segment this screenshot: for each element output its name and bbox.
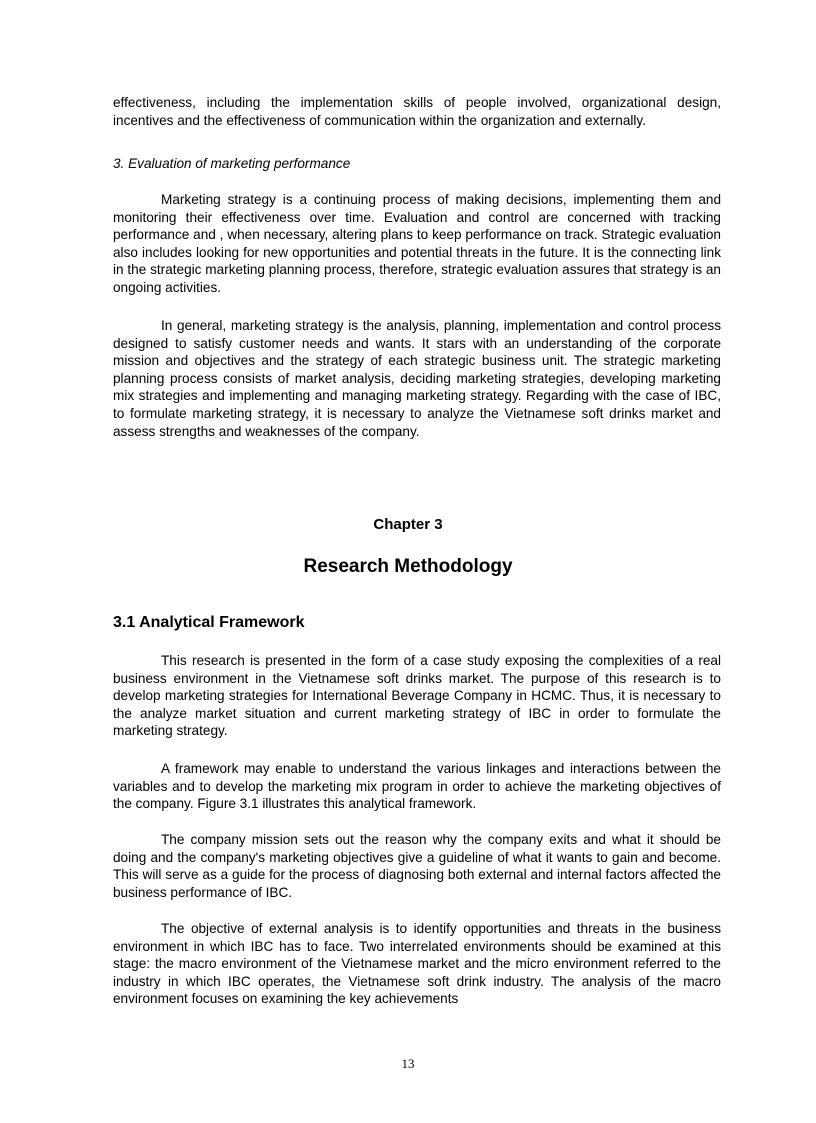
paragraph-company-mission: The company mission sets out the reason why the company exits and what it should be doing and the company's marketing objectives give a guideline of what it wants to gain and become. This will serve as a guide for the process of diagnosing both external and internal factors affected the business performance of IBC. [113,832,721,900]
paragraph-external-analysis: The objective of external analysis is to identify opportunities and threats in the business environment in which IBC has to face. Two interrelated environments should be examined at this stage: the macro environment of the Vietnamese market and the micro environment referred to the industry in which IBC operates, the Vietnamese soft drink industry. The analysis of the macro environment focuses on examining the key achievements [113,921,721,1007]
section-heading: 3.1 Analytical Framework [113,614,305,631]
chapter-label: Chapter 3 [373,516,443,533]
paragraph-in-general: In general, marketing strategy is the analysis, planning, implementation and control process designed to satisfy customer needs and wants. It stars with an understanding of the corporate mission and objectives and the strategy of each strategic business unit. The strategic marketing planning process consists of market analysis, deciding marketing strategies, developing marketing mix strategies and implementing and managing marketing strategy. Regarding with the case of IBC, to formulate marketing strategy, it is necessary to analyze the Vietnamese soft drinks market and assess strengths and weaknesses of the company. [113,318,721,439]
subheading-evaluation: 3. Evaluation of marketing performance [113,156,351,171]
paragraph-marketing-strategy-process: Marketing strategy is a continuing process of making decisions, implementing them and monitoring their effectiveness over time. Evaluation and control are concerned with tracking performance and , when necessary, altering plans to keep performance on track. Strategic evaluation also includes looking for new opportunities and potential threats in the future. It is the connecting link in the strategic marketing planning process, therefore, strategic evaluation assures that strategy is an ongoing activities. [113,192,721,295]
paragraph-research-presented: This research is presented in the form of a case study exposing the complexities of a real business environment in the Vietnamese soft drinks market. The purpose of this research is to develop marketing strategies for International Beverage Company in HCMC. Thus, it is necessary to the analyze market situation and current marketing strategy of IBC in order to formulate the marketing strategy. [113,653,721,739]
chapter-title: Research Methodology [303,556,513,577]
paragraph-effectiveness: effectiveness, including the implementation skills of people involved, organizational design, incentives and the effectiveness of communication within the organization and externally. [113,95,721,128]
paragraph-framework: A framework may enable to understand the various linkages and interactions between the variables and to develop the marketing mix program in order to achieve the marketing objectives of the company. Figure 3.1 illustrates this analytical framework. [113,761,721,812]
page-number: 13 [401,1056,415,1071]
